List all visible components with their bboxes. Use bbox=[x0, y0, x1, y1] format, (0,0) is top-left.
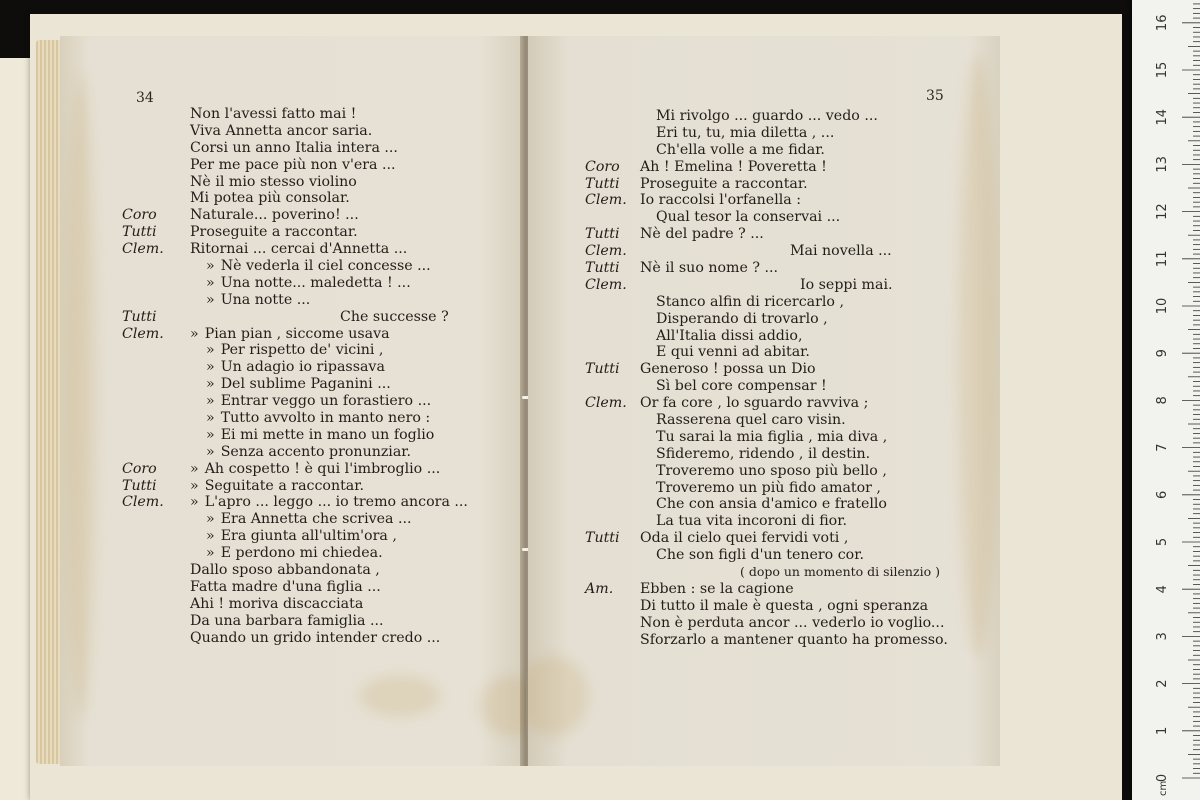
verse-text: Che son figli d'un tenero cor. bbox=[656, 547, 864, 564]
page-number-left: 34 bbox=[136, 90, 154, 106]
verse-text: L'apro ... leggo ... io tremo ancora ... bbox=[204, 494, 468, 511]
verse-line-body bbox=[640, 260, 778, 277]
quote-mark: » bbox=[206, 258, 215, 275]
verse-line-body bbox=[656, 328, 802, 345]
verse-text: Sfideremo, ridendo , il destin. bbox=[656, 445, 871, 462]
verse-line-body bbox=[206, 410, 430, 427]
verse-text: Nè il suo nome ? ... bbox=[640, 260, 779, 277]
speaker-label: Clem. bbox=[585, 243, 627, 260]
ruler-label: 7 bbox=[1155, 443, 1170, 452]
speaker-label: Clem. bbox=[122, 241, 164, 258]
verse-text: Da una barbara famiglia ... bbox=[190, 612, 384, 629]
ruler-label: 15 bbox=[1155, 61, 1170, 79]
verse-text: Proseguite a raccontar. bbox=[640, 175, 808, 192]
verse-text: E qui venni ad abitar. bbox=[656, 344, 810, 361]
verse-text: Io raccolsi l'orfanella : bbox=[640, 192, 802, 209]
verse-text: Tutto avvolto in manto nero : bbox=[220, 410, 431, 427]
quote-mark: » bbox=[206, 528, 215, 545]
quote-mark: » bbox=[206, 426, 215, 443]
verse-line-body bbox=[640, 226, 764, 243]
verse-text: Nè del padre ? ... bbox=[640, 226, 764, 243]
verse-line-body bbox=[190, 579, 381, 596]
verse-line-body bbox=[190, 174, 357, 191]
verse-line-body bbox=[640, 530, 848, 547]
speaker-label: Coro bbox=[122, 460, 157, 477]
speaker-label: Clem. bbox=[122, 494, 164, 511]
verse-line-body bbox=[190, 106, 356, 123]
verse-line-body bbox=[190, 613, 384, 630]
verse-line-body bbox=[190, 326, 390, 343]
speaker-label: Am. bbox=[585, 580, 614, 597]
ruler-label: 5 bbox=[1155, 537, 1170, 547]
verse-line-body bbox=[640, 159, 827, 176]
verse-text: E perdono mi chiedea. bbox=[220, 545, 383, 562]
speaker-label: Tutti bbox=[585, 530, 620, 547]
verse-line-body bbox=[190, 630, 440, 647]
verse-text: Nè il mio stesso violino bbox=[190, 173, 357, 190]
verse-text: Eri tu, tu, mia diletta , ... bbox=[656, 124, 835, 141]
ruler-label: 9 bbox=[1155, 349, 1170, 358]
quote-mark: » bbox=[206, 376, 215, 393]
verse-text: Un adagio io ripassava bbox=[220, 359, 385, 376]
verse-text: Qual tesor la conservai ... bbox=[656, 209, 841, 226]
verse-text: Oda il cielo quei fervidi voti , bbox=[640, 530, 849, 547]
quote-mark: » bbox=[190, 460, 199, 477]
verse-text: Proseguite a raccontar. bbox=[190, 224, 358, 241]
measurement-ruler bbox=[1132, 0, 1200, 800]
verse-text: Quando un grido intender credo ... bbox=[190, 629, 441, 646]
ruler-label: 12 bbox=[1155, 203, 1170, 220]
verse-line-body bbox=[206, 342, 383, 359]
verse-line-body bbox=[656, 294, 844, 311]
verse-text: Mi potea più consolar. bbox=[190, 190, 350, 207]
verse-text: Del sublime Paganini ... bbox=[220, 376, 391, 393]
verse-text: Io seppi mai. bbox=[800, 276, 893, 293]
verse-line-body bbox=[656, 344, 810, 361]
verse-text: Nè vederla il ciel concesse ... bbox=[220, 258, 431, 275]
verse-text: Tu sarai la mia figlia , mia diva , bbox=[656, 428, 888, 445]
quote-mark: » bbox=[206, 511, 215, 528]
verse-line-body bbox=[640, 361, 816, 378]
left-page bbox=[60, 36, 526, 766]
verse-text: All'Italia dissi addio, bbox=[656, 327, 803, 344]
verse-text: Era giunta all'ultim'ora , bbox=[220, 528, 397, 545]
verse-line-body bbox=[656, 429, 887, 446]
verse-line-body bbox=[206, 545, 383, 562]
verse-line-body bbox=[640, 192, 801, 209]
speaker-label: Tutti bbox=[122, 308, 157, 325]
verse-text: ( dopo un momento di silenzio ) bbox=[740, 564, 940, 580]
speaker-label: Tutti bbox=[585, 260, 620, 277]
verse-text: Troveremo uno sposo più bello , bbox=[656, 462, 887, 479]
speaker-label: Coro bbox=[122, 207, 157, 224]
verse-line-body bbox=[190, 241, 407, 258]
verse-line-body bbox=[206, 258, 431, 275]
verse-text: Ch'ella volle a me fidar. bbox=[656, 141, 825, 158]
verse-line-body bbox=[656, 513, 847, 530]
ruler-label: 3 bbox=[1155, 632, 1170, 641]
verse-text: Or fa core , lo sguardo ravviva ; bbox=[640, 395, 869, 412]
verse-text: Senza accento pronunziar. bbox=[220, 443, 412, 460]
ruler-label: 11 bbox=[1155, 250, 1170, 268]
verse-text: Sì bel core compensar ! bbox=[656, 378, 827, 395]
verse-text: Per me pace più non v'era ... bbox=[190, 156, 396, 173]
verse-text: Fatta madre d'una figlia ... bbox=[190, 578, 381, 595]
verse-line-body bbox=[206, 292, 310, 309]
right-page bbox=[528, 36, 1000, 766]
verse-line-body bbox=[206, 275, 411, 292]
verse-text: Ah ! Emelina ! Poveretta ! bbox=[640, 158, 827, 175]
speaker-label: Clem. bbox=[585, 276, 627, 293]
quote-mark: » bbox=[206, 359, 215, 376]
verse-line-body bbox=[340, 309, 449, 326]
verse-text: Ah cospetto ! è qui l'imbroglio ... bbox=[204, 460, 441, 477]
verse-line-body bbox=[790, 243, 892, 260]
verse-text: Che con ansia d'amico e fratello bbox=[656, 496, 887, 513]
verse-line-body bbox=[656, 142, 825, 159]
verse-line-body bbox=[190, 494, 468, 511]
verse-line-body bbox=[190, 224, 358, 241]
verse-line-body bbox=[190, 140, 398, 157]
quote-mark: » bbox=[206, 410, 215, 427]
verse-text: Troveremo un più fido amator , bbox=[656, 479, 881, 496]
verse-line-body bbox=[640, 632, 948, 649]
verse-text: Corsi un anno Italia intera ... bbox=[190, 139, 398, 156]
verse-line-body bbox=[656, 125, 834, 142]
verse-text: Di tutto il male è questa , ogni speranza bbox=[640, 597, 929, 614]
verse-line-body bbox=[206, 511, 412, 528]
verse-line-body bbox=[656, 209, 840, 226]
verse-text: Mai novella ... bbox=[790, 243, 892, 260]
verse-text: Ritornai ... cercai d'Annetta ... bbox=[190, 241, 408, 258]
verse-text: La tua vita incoroni di fior. bbox=[656, 513, 847, 530]
verse-line-body bbox=[190, 207, 359, 224]
verse-text: Ebben : se la cagione bbox=[640, 580, 794, 597]
verse-text: Viva Annetta ancor saria. bbox=[190, 122, 373, 139]
verse-text: Sforzarlo a mantener quanto ha promesso. bbox=[640, 631, 948, 648]
ruler-label: 4 bbox=[1155, 585, 1170, 594]
ruler-label: 2 bbox=[1155, 679, 1170, 688]
speaker-label: Clem. bbox=[585, 192, 627, 209]
verse-text: Non l'avessi fatto mai ! bbox=[190, 106, 357, 122]
verse-line-body bbox=[656, 547, 864, 564]
speaker-label: Tutti bbox=[122, 224, 157, 241]
ruler-label: 16 bbox=[1155, 14, 1170, 32]
verse-text: Era Annetta che scrivea ... bbox=[220, 511, 412, 528]
verse-line-body bbox=[190, 478, 364, 495]
speaker-label: Clem. bbox=[122, 325, 164, 342]
ruler-label: 14 bbox=[1155, 108, 1170, 126]
quote-mark: » bbox=[206, 545, 215, 562]
verse-line-body bbox=[190, 461, 440, 478]
ruler-unit: cm bbox=[1158, 780, 1169, 796]
speaker-label: Coro bbox=[585, 158, 620, 175]
verse-line-body bbox=[656, 311, 828, 328]
verse-line-body bbox=[640, 395, 868, 412]
verse-text: Generoso ! possa un Dio bbox=[640, 361, 816, 378]
quote-mark: » bbox=[206, 274, 215, 291]
verse-text: Una notte... maledetta ! ... bbox=[220, 274, 411, 291]
verse-line-body bbox=[206, 444, 411, 461]
ruler-label: 0 bbox=[1155, 773, 1170, 783]
verse-line-body bbox=[206, 427, 434, 444]
verse-text: Dallo sposo abbandonata , bbox=[190, 562, 380, 579]
verse-text: Ei mi mette in mano un foglio bbox=[220, 426, 435, 443]
speaker-label: Tutti bbox=[585, 175, 620, 192]
ruler-scale bbox=[1132, 0, 1200, 800]
verse-line-body bbox=[640, 598, 928, 615]
speaker-label: Tutti bbox=[122, 477, 157, 494]
verse-text: Per rispetto de' vicini , bbox=[220, 342, 384, 359]
verse-line-body bbox=[190, 123, 372, 140]
verse-line-body bbox=[656, 480, 881, 497]
quote-mark: » bbox=[206, 443, 215, 460]
verse-line-body bbox=[656, 108, 878, 125]
verse-line-body bbox=[656, 496, 887, 513]
quote-mark: » bbox=[206, 291, 215, 308]
verse-line-body bbox=[190, 562, 380, 579]
verse-text: Disperando di trovarlo , bbox=[656, 310, 828, 327]
quote-mark: » bbox=[190, 477, 199, 494]
verse-line-body bbox=[206, 359, 385, 376]
verse-line-body bbox=[800, 277, 893, 294]
verse-text: Rasserena quel caro visin. bbox=[656, 412, 846, 429]
verse-line-body bbox=[656, 412, 846, 429]
verse-text: Pian pian , siccome usava bbox=[204, 325, 390, 342]
ruler-label: 6 bbox=[1155, 490, 1170, 499]
verse-line-body bbox=[640, 615, 944, 632]
speaker-label: Clem. bbox=[585, 395, 627, 412]
verse-text: Seguitate a raccontar. bbox=[204, 477, 364, 494]
verse-line-body bbox=[206, 528, 397, 545]
verse-line-body bbox=[190, 190, 350, 207]
speaker-label: Tutti bbox=[585, 226, 620, 243]
verse-line-body bbox=[190, 157, 396, 174]
quote-mark: » bbox=[206, 393, 215, 410]
quote-mark: » bbox=[206, 342, 215, 359]
verse-line-body bbox=[206, 393, 431, 410]
ruler-label: 13 bbox=[1155, 156, 1170, 173]
verse-text: Naturale... poverino! ... bbox=[190, 207, 359, 224]
quote-mark: » bbox=[190, 325, 199, 342]
page-number-right: 35 bbox=[926, 88, 944, 104]
verse-line-body bbox=[656, 446, 870, 463]
verse-line-body bbox=[656, 463, 887, 480]
verse-line-body bbox=[206, 376, 391, 393]
ruler-label: 8 bbox=[1155, 396, 1170, 405]
ruler-label: 10 bbox=[1155, 297, 1170, 315]
verse-text: Ahi ! moriva discacciata bbox=[190, 595, 364, 612]
verse-line-body bbox=[190, 596, 363, 613]
verse-text: Entrar veggo un forastiero ... bbox=[220, 393, 432, 410]
verse-line-body bbox=[640, 581, 794, 598]
verse-text: Che successe ? bbox=[340, 308, 449, 325]
verse-text: Una notte ... bbox=[220, 291, 311, 308]
quote-mark: » bbox=[190, 494, 199, 511]
verse-text: Stanco alfin di ricercarlo , bbox=[656, 293, 844, 310]
ruler-label: 1 bbox=[1155, 726, 1170, 735]
verse-text: Non è perduta ancor ... vederlo io voglio... bbox=[640, 614, 945, 631]
verse-line-body bbox=[656, 378, 827, 395]
verse-line-body bbox=[740, 564, 940, 581]
verse-line-body bbox=[640, 176, 808, 193]
speaker-label: Tutti bbox=[585, 361, 620, 378]
verse-text: Mi rivolgo ... guardo ... vedo ... bbox=[656, 108, 878, 124]
